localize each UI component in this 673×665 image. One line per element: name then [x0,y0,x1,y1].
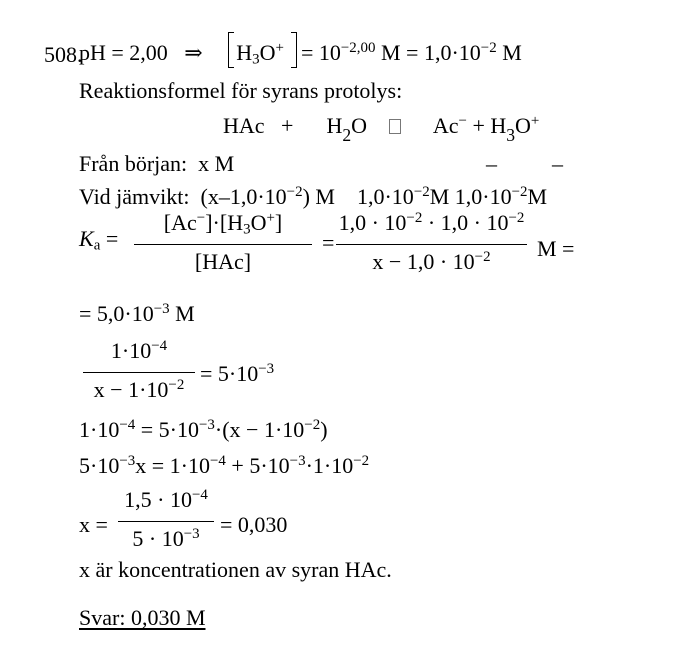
ka-values-denominator: $x - 1,0 \cdot 10^{-2}$ [372,248,491,274]
x-fraction-bar [118,521,214,522]
final-answer: Svar: 0,030 M [79,605,206,630]
ka-values-numerator: $1,0 \cdot 10^{-2} \cdot 1,0 \cdot 10^{-2}$ [338,209,525,235]
x-fraction-denominator: $5 \cdot 10^{-3}$ [132,525,200,551]
implies-arrow: ⇒ [184,40,203,65]
ka-denominator: [HAc] [194,249,252,274]
x-lhs: x = [79,512,108,537]
x-fraction [118,486,214,551]
left-bracket [228,32,234,68]
ka-tail: M = [537,236,575,261]
ka-equals-2: = [322,230,335,255]
concentration-fraction [83,337,195,402]
ka-values-fraction-bar [336,244,527,245]
ka-fraction-concentrations [134,209,312,274]
ka-expression: $K_a$ = [79,226,119,254]
start-dash-2: – [552,151,563,176]
x-result: = 0,030 [220,512,288,537]
equilibrium-row: Vid jämvikt: $(x-1,0\cdot 10^{-2})$ M $1,0\cdot 10^{-2}M$ $1,0\cdot 10^{-2}M$ [79,183,548,209]
concentration-fraction-bar [83,372,195,373]
h3o-concentration: $H_3O^+$ [230,40,295,65]
right-bracket [291,32,297,68]
x-fraction-numerator: $1,5 \cdot 10^{-4}$ [124,486,208,512]
problem-number: 508. [44,42,83,67]
reaction-title: Reaktionsformel för syrans protolys: [79,78,403,103]
start-row: Från början: x M [79,151,235,176]
step-2: $5\cdot 10^{-3}x = 1\cdot 10^{-4} + 5\cdot 10^{-3}\cdot 1\cdot 10^{-2}$ [79,452,370,478]
concentration-fraction-numerator: $1\cdot 10^{-4}$ [110,337,168,363]
concentration-fraction-denominator: $x - 1\cdot 10^{-2}$ [93,376,185,402]
ph-value: pH = 2,00 [79,40,168,65]
explanation: x är koncentrationen av syran HAc. [79,557,392,582]
ph-line: pH = 2,00 ⇒ $H_3O^+$ = $10^{-2,00}$ $M = 1,0\cdot 10^{-2}$ M [79,42,522,64]
ka-result: = $5,0\cdot 10^{-3}$ M [79,300,195,326]
ka-numerator: $[Ac^-]\cdot[H_3O^+]$ [163,209,283,238]
start-dash-1: – [486,151,497,176]
equilibrium-arrow-icon [389,119,401,134]
ka-fraction-bar [134,244,312,245]
reaction-formula: HAc + $H_2O$ $Ac^- + H_3O^+$ [223,112,540,145]
concentration-fraction-rhs: = $5\cdot 10^{-3}$ [200,360,275,386]
step-1: $1\cdot 10^{-4} = 5\cdot 10^{-3}\cdot(x - 1\cdot 10^{-2})$ [79,416,328,442]
ka-fraction-values [336,209,527,274]
